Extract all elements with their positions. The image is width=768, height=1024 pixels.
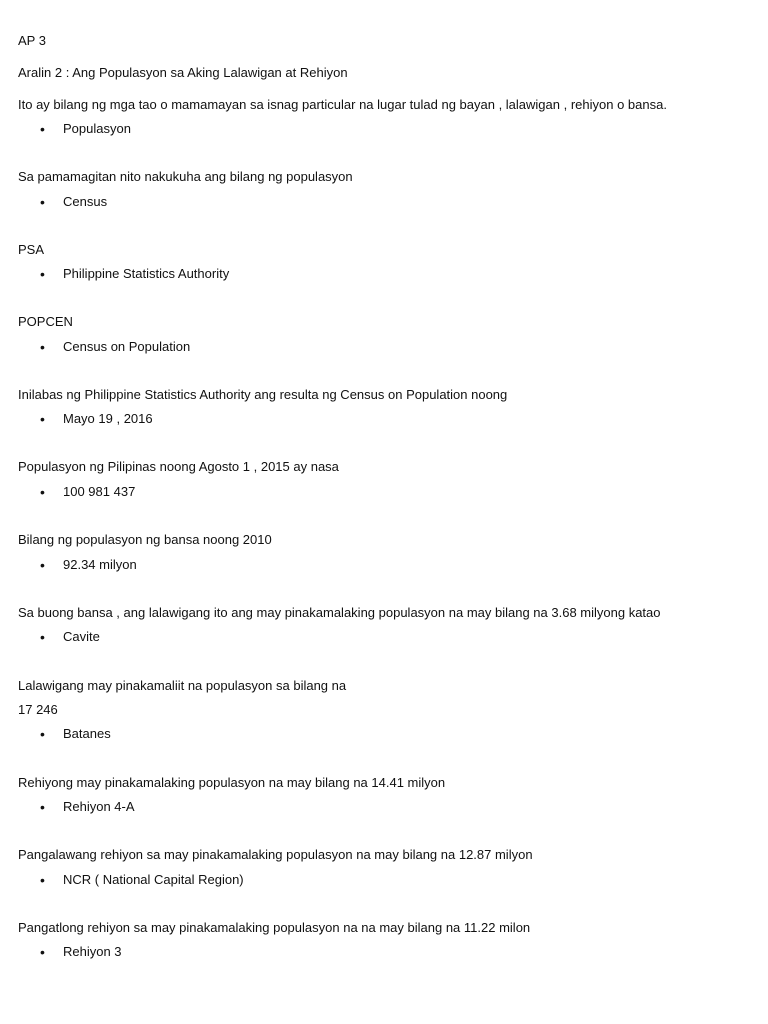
answer-text: Census — [63, 194, 108, 209]
lesson-title: Aralin 2 : Ang Populasyon sa Aking Lalawigan at Rehiyon — [18, 65, 348, 80]
answer-text: Rehiyon 4-A — [63, 799, 135, 814]
question-text: Rehiyong may pinakamalaking populasyon na may bilang na 14.41 milyon — [18, 775, 446, 790]
question-text: Pangatlong rehiyon sa may pinakamalaking populasyon na na may bilang na 11.22 milon — [18, 920, 531, 935]
question-text: Inilabas ng Philippine Statistics Authority ang resulta ng Census on Population noong — [18, 387, 508, 402]
question-text: Pangalawang rehiyon sa may pinakamalaking populasyon na may bilang na 12.87 milyon — [18, 847, 533, 862]
bullet-icon: • — [40, 944, 45, 960]
bullet-icon: • — [40, 194, 45, 210]
question-text: Sa buong bansa , ang lalawigang ito ang may pinakamalaking populasyon na may bilang na 3.68 milyong katao — [18, 605, 661, 620]
question-text: Sa pamamagitan nito nakukuha ang bilang ng populasyon — [18, 169, 353, 184]
bullet-icon: • — [40, 557, 45, 573]
question-text: Populasyon ng Pilipinas noong Agosto 1 , 2015 ay nasa — [18, 459, 339, 474]
bullet-icon: • — [40, 629, 45, 645]
question-text: PSA — [18, 242, 45, 257]
bullet-icon: • — [40, 872, 45, 888]
bullet-icon: • — [40, 484, 45, 500]
question-text: Lalawigang may pinakamaliit na populasyon sa bilang na — [18, 678, 347, 693]
bullet-icon: • — [40, 121, 45, 137]
answer-text: Batanes — [63, 726, 111, 741]
question-text: Ito ay bilang ng mga tao o mamamayan sa isnag particular na lugar tulad ng bayan , lalawigan , rehiyon o bansa. — [18, 97, 667, 112]
answer-text: Populasyon — [63, 121, 131, 136]
question-text: POPCEN — [18, 314, 73, 329]
question-text-continued: 17 246 — [18, 702, 58, 717]
answer-text: Cavite — [63, 629, 100, 644]
header-label: AP 3 — [18, 33, 46, 48]
answer-text: 92.34 milyon — [63, 557, 137, 572]
bullet-icon: • — [40, 266, 45, 282]
answer-text: Census on Population — [63, 339, 191, 354]
bullet-icon: • — [40, 726, 45, 742]
bullet-icon: • — [40, 411, 45, 427]
answer-text: 100 981 437 — [63, 484, 136, 499]
question-text: Bilang ng populasyon ng bansa noong 2010 — [18, 532, 272, 547]
bullet-icon: • — [40, 799, 45, 815]
answer-text: NCR ( National Capital Region) — [63, 872, 244, 887]
answer-text: Rehiyon 3 — [63, 944, 122, 959]
bullet-icon: • — [40, 339, 45, 355]
answer-text: Philippine Statistics Authority — [63, 266, 230, 281]
answer-text: Mayo 19 , 2016 — [63, 411, 153, 426]
